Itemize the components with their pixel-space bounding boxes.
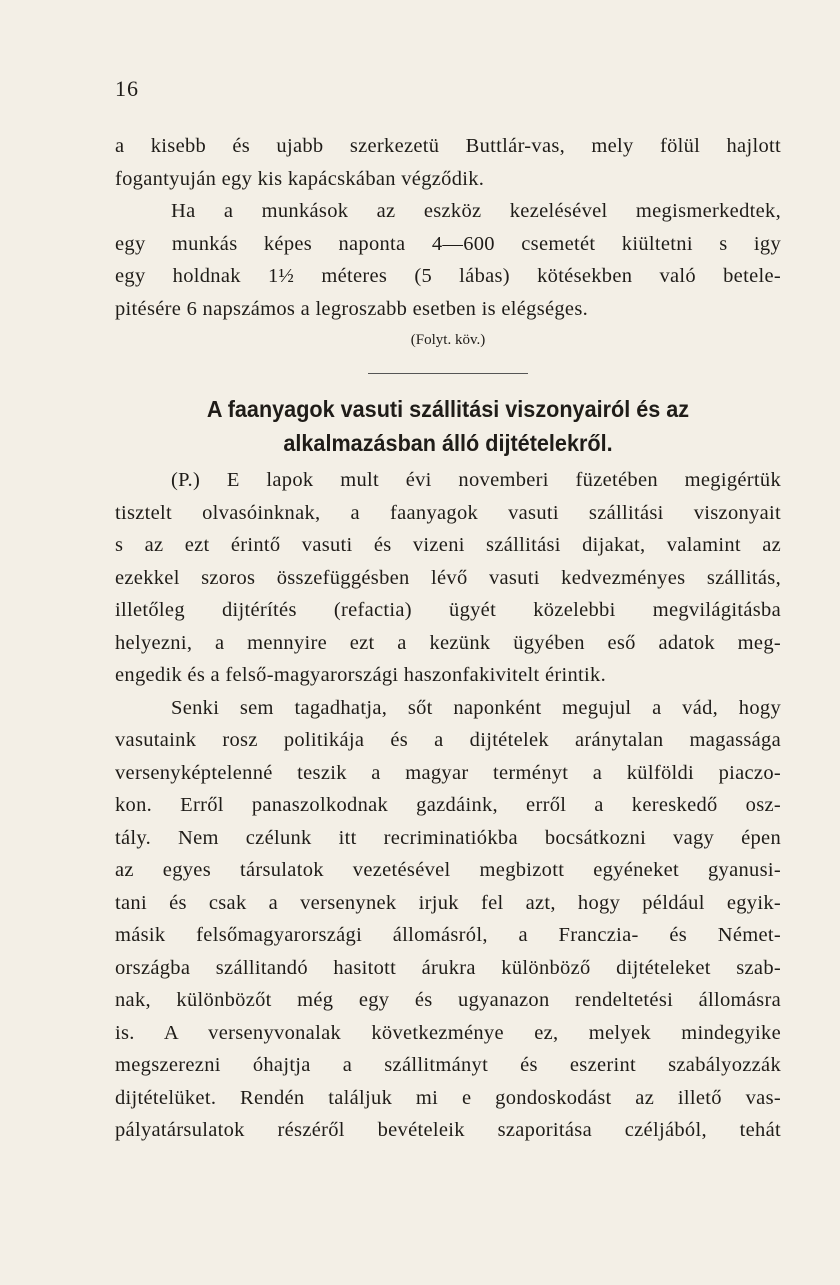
text-line: megszerezni óhajtja a szállitmányt és eszerint szabályozzák [115, 1054, 781, 1076]
text-line: országba szállitandó hasitott árukra különböző dijtételeket szab- [115, 956, 781, 979]
text-line: pitésére 6 napszámos a legroszabb esetben is elégséges. [115, 297, 589, 320]
text-line: egy holdnak 1½ méteres (5 lábas) kötésekben való betele- [115, 265, 781, 287]
text-line: tani és csak a versenynek irjuk fel azt, hogy például egyik- [115, 891, 781, 914]
text-line: helyezni, a mennyire ezt a kezünk ügyében eső adatok meg- [115, 631, 781, 654]
text-line: a kisebb és ujabb szerkezetü Buttlár-vas, mely fölül hajlott [115, 135, 781, 157]
text-line: fogantyuján egy kis kapácskában végződik. [115, 167, 485, 190]
article-paragraph [115, 464, 781, 692]
page-body [115, 130, 781, 1147]
section-divider [368, 373, 528, 374]
text-line: egy munkás képes naponta 4—600 csemetét kiültetni s igy [115, 232, 781, 255]
text-line: vasutaink rosz politikája és a dijtételek aránytalan magassága [115, 729, 781, 751]
text-line: pályatársulatok részéről bevételeik szaporitása czéljából, tehát [115, 1119, 781, 1141]
text-line: kon. Erről panaszolkodnak gazdáink, erről a kereskedő osz- [115, 794, 781, 816]
text-line: tály. Nem czélunk itt recriminatiókba bocsátkozni vagy épen [115, 826, 781, 849]
text-line: Ha a munkások az eszköz kezelésével megismerkedtek, [171, 200, 781, 222]
article-title-line: A faanyagok vasuti szállitási viszonyairól és az [206, 396, 690, 422]
text-line: másik felsőmagyarországi állomásról, a Franczia- és Német- [115, 924, 781, 946]
article-title [115, 392, 781, 460]
paragraph [115, 195, 781, 325]
article-paragraph [115, 692, 781, 1147]
text-line: is. A versenyvonalak következménye ez, melyek mindegyike [115, 1021, 781, 1044]
article-title-line: alkalmazásban álló dijtételekről. [283, 430, 613, 456]
text-line: engedik és a felső-magyarországi haszonfakivitelt érintik. [115, 664, 607, 686]
page-number: 16 [115, 76, 139, 101]
text-line: nak, különbözőt még egy és ugyanazon rendeltetési állomásra [115, 989, 781, 1011]
text-line: ezekkel szoros összefüggésben lévő vasuti kedvezményes szállitás, [115, 566, 781, 589]
text-line: versenyképtelenné teszik a magyar terményt a külföldi piaczo- [115, 761, 781, 784]
text-line: dijtételüket. Rendén találjuk mi e gondoskodást az illető vas- [115, 1086, 781, 1109]
intro-paragraph [115, 130, 781, 195]
text-line: (P.) E lapok mult évi novemberi füzetében megigértük [171, 469, 781, 491]
text-line: illetőleg dijtérítés (refactia) ügyét közelebbi megvilágitásba [115, 599, 781, 621]
text-line: Senki sem tagadhatja, sőt naponként megujul a vád, hogy [171, 696, 781, 719]
text-line: az egyes társulatok vezetésével megbizott egyéneket gyanusi- [115, 859, 781, 881]
text-line: s az ezt érintő vasuti és vizeni szállitási dijakat, valamint az [115, 534, 781, 556]
continued-note: (Folyt. köv.) [410, 332, 486, 348]
text-line: tisztelt olvasóinknak, a faanyagok vasuti szállitási viszonyait [115, 501, 781, 524]
